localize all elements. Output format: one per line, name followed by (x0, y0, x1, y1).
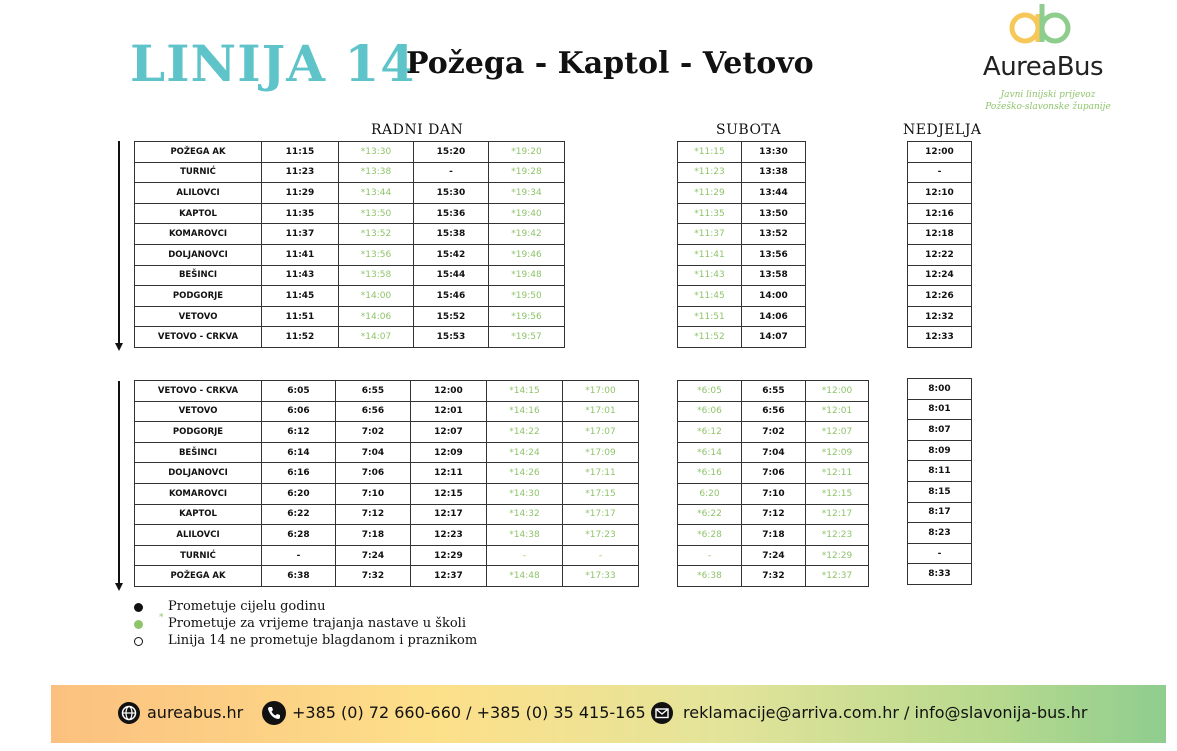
table-row (908, 244, 972, 265)
table-row (678, 203, 806, 224)
table-row (678, 566, 869, 587)
departure-time: 7:02 (336, 422, 411, 443)
table-row (135, 142, 565, 163)
departure-time: *14:15 (487, 381, 563, 402)
departure-time: *19:20 (489, 142, 565, 163)
table-row (678, 483, 869, 504)
table-row (908, 440, 972, 461)
departure-time: - (487, 545, 563, 566)
mail-icon (651, 702, 673, 724)
departure-time: *11:37 (678, 224, 742, 245)
table-row (908, 142, 972, 163)
departure-time: *6:38 (678, 566, 742, 587)
departure-time: *12:09 (806, 442, 869, 463)
departure-time: 6:56 (742, 401, 806, 422)
table-row (678, 286, 806, 307)
departure-time: - (678, 545, 742, 566)
departure-time: *11:52 (678, 327, 742, 348)
departure-time: 12:17 (411, 504, 487, 525)
departure-time: 7:04 (742, 442, 806, 463)
direction-arrow-icon (115, 381, 123, 591)
departure-time: *14:48 (487, 566, 563, 587)
contact-footer (51, 685, 1166, 743)
table-row (678, 327, 806, 348)
departure-time: 12:22 (908, 244, 972, 265)
saturday-label: SUBOTA (716, 122, 782, 138)
departure-time: 8:33 (908, 564, 972, 585)
aureabus-logo (968, 0, 1118, 120)
departure-time: *6:22 (678, 504, 742, 525)
departure-time: *14:32 (487, 504, 563, 525)
table-row (908, 461, 972, 482)
logo-mark-icon (1003, 0, 1081, 48)
departure-time: 12:33 (908, 327, 972, 348)
stop-name: KAPTOL (135, 504, 262, 525)
table-row (908, 306, 972, 327)
empty-circle-icon (134, 637, 143, 646)
departure-time: *6:16 (678, 463, 742, 484)
departure-time: *17:15 (563, 483, 639, 504)
table-row (135, 224, 565, 245)
departure-time: *13:30 (339, 142, 414, 163)
table-row (135, 183, 565, 204)
departure-time: 14:06 (742, 306, 806, 327)
table-row (908, 379, 972, 400)
departure-time: 12:37 (411, 566, 487, 587)
table-row (678, 545, 869, 566)
departure-time: *13:52 (339, 224, 414, 245)
departure-time: 8:01 (908, 399, 972, 420)
departure-time: 12:00 (411, 381, 487, 402)
departure-time: 7:12 (336, 504, 411, 525)
legend-text: Prometuje cijelu godinu (168, 599, 326, 614)
departure-time: 8:15 (908, 481, 972, 502)
departure-time: *19:48 (489, 265, 565, 286)
departure-time: *6:06 (678, 401, 742, 422)
departure-time: 6:55 (742, 381, 806, 402)
star-marker: * (159, 613, 164, 623)
departure-time: *13:56 (339, 244, 414, 265)
departure-time: 7:18 (742, 525, 806, 546)
table-row (135, 306, 565, 327)
departure-time: 7:12 (742, 504, 806, 525)
departure-time: 7:32 (742, 566, 806, 587)
table-row (908, 286, 972, 307)
stop-name: PODGORJE (135, 422, 262, 443)
departure-time: 7:10 (336, 483, 411, 504)
table-row (908, 327, 972, 348)
departure-time: *13:58 (339, 265, 414, 286)
departure-time: 8:09 (908, 440, 972, 461)
sunday-label: NEDJELJA (903, 122, 982, 138)
table-row (908, 564, 972, 585)
direction-arrow-icon (115, 141, 123, 351)
departure-time: 12:23 (411, 525, 487, 546)
departure-time: - (908, 162, 972, 183)
legend-text: Linija 14 ne prometuje blagdanom i praznikom (168, 633, 478, 648)
table-row (135, 504, 639, 525)
stop-name: ALILOVCI (135, 525, 262, 546)
departure-time: 13:52 (742, 224, 806, 245)
departure-time: 11:37 (262, 224, 339, 245)
departure-time: *11:45 (678, 286, 742, 307)
departure-time: *6:12 (678, 422, 742, 443)
departure-time: 11:29 (262, 183, 339, 204)
departure-time: *14:07 (339, 327, 414, 348)
departure-time: 15:52 (414, 306, 489, 327)
departure-time: 12:01 (411, 401, 487, 422)
departure-time: 7:24 (336, 545, 411, 566)
departure-time: 8:07 (908, 420, 972, 441)
stop-name: TURNIĆ (135, 545, 262, 566)
departure-time: 14:07 (742, 327, 806, 348)
departure-time: 8:11 (908, 461, 972, 482)
table-row (908, 183, 972, 204)
table-row (135, 162, 565, 183)
departure-time: 12:18 (908, 224, 972, 245)
departure-time: 11:51 (262, 306, 339, 327)
table-row (135, 265, 565, 286)
departure-time: *11:35 (678, 203, 742, 224)
departure-time: 12:11 (411, 463, 487, 484)
table-row (678, 422, 869, 443)
departure-time: 12:10 (908, 183, 972, 204)
departure-time: 7:04 (336, 442, 411, 463)
stop-name: VETOVO (135, 306, 262, 327)
legend-text: Prometuje za vrijeme trajanja nastave u školi (168, 616, 466, 631)
departure-time: 15:42 (414, 244, 489, 265)
table-row (908, 481, 972, 502)
departure-time: *19:46 (489, 244, 565, 265)
table-row (678, 244, 806, 265)
departure-time: *14:00 (339, 286, 414, 307)
table-row (908, 399, 972, 420)
departure-time: 11:45 (262, 286, 339, 307)
departure-time: 6:20 (262, 483, 336, 504)
departure-time: 12:15 (411, 483, 487, 504)
stop-name: VETOVO (135, 401, 262, 422)
departure-time: 14:00 (742, 286, 806, 307)
departure-time: 13:44 (742, 183, 806, 204)
table-row (908, 543, 972, 564)
outbound-saturday-table (677, 141, 806, 348)
stop-name: BEŠINCI (135, 265, 262, 286)
table-row (135, 203, 565, 224)
departure-time: *17:17 (563, 504, 639, 525)
departure-time: 12:07 (411, 422, 487, 443)
table-row (678, 401, 869, 422)
departure-time: - (908, 543, 972, 564)
table-row (135, 286, 565, 307)
table-row (908, 502, 972, 523)
departure-time: 11:52 (262, 327, 339, 348)
departure-time: *11:51 (678, 306, 742, 327)
table-row (678, 442, 869, 463)
logo-tagline: Javni linijski prijevoz (1000, 90, 1096, 100)
departure-time: *12:01 (806, 401, 869, 422)
departure-time: *12:37 (806, 566, 869, 587)
departure-time: *12:11 (806, 463, 869, 484)
departure-time: 6:16 (262, 463, 336, 484)
table-row (908, 162, 972, 183)
stop-name: VETOVO - CRKVA (135, 327, 262, 348)
departure-time: 13:58 (742, 265, 806, 286)
departure-time: *12:07 (806, 422, 869, 443)
phone-icon (262, 701, 286, 725)
departure-time: 6:05 (262, 381, 336, 402)
route-title: Požega - Kaptol - Vetovo (406, 46, 814, 81)
departure-time: 12:32 (908, 306, 972, 327)
departure-time: *13:38 (339, 162, 414, 183)
departure-time: *17:33 (563, 566, 639, 587)
departure-time: *12:23 (806, 525, 869, 546)
departure-time: 6:56 (336, 401, 411, 422)
table-row (135, 463, 639, 484)
departure-time: *11:15 (678, 142, 742, 163)
departure-time: *6:05 (678, 381, 742, 402)
table-row (908, 523, 972, 544)
departure-time: *19:42 (489, 224, 565, 245)
departure-time: *6:14 (678, 442, 742, 463)
departure-time: 11:35 (262, 203, 339, 224)
departure-time: *17:11 (563, 463, 639, 484)
departure-time: 7:10 (742, 483, 806, 504)
table-row (135, 422, 639, 443)
website-link[interactable]: aureabus.hr (147, 703, 244, 722)
departure-time: *17:07 (563, 422, 639, 443)
departure-time: 7:24 (742, 545, 806, 566)
table-row (678, 224, 806, 245)
departure-time: *6:28 (678, 525, 742, 546)
departure-time: *19:28 (489, 162, 565, 183)
stop-name: KAPTOL (135, 203, 262, 224)
table-row (678, 463, 869, 484)
departure-time: 15:36 (414, 203, 489, 224)
departure-time: 6:06 (262, 401, 336, 422)
departure-time: 15:30 (414, 183, 489, 204)
line-title: LINIJA 14 (130, 34, 417, 93)
departure-time: *12:00 (806, 381, 869, 402)
departure-time: *17:09 (563, 442, 639, 463)
departure-time: *14:26 (487, 463, 563, 484)
departure-time: *14:30 (487, 483, 563, 504)
email-links[interactable]: reklamacije@arriva.com.hr / info@slavonija-bus.hr (683, 703, 1088, 722)
departure-time: 11:23 (262, 162, 339, 183)
table-row (678, 306, 806, 327)
departure-time: 7:02 (742, 422, 806, 443)
globe-icon (118, 702, 140, 724)
stop-name: KOMAROVCI (135, 224, 262, 245)
departure-time: *14:06 (339, 306, 414, 327)
departure-time: 15:44 (414, 265, 489, 286)
table-row (678, 525, 869, 546)
inbound-sunday-table (907, 378, 972, 585)
stop-name: KOMAROVCI (135, 483, 262, 504)
table-row (135, 327, 565, 348)
departure-time: 6:28 (262, 525, 336, 546)
table-row (678, 142, 806, 163)
table-row (678, 162, 806, 183)
inbound-weekday-table (134, 380, 639, 587)
departure-time: 12:24 (908, 265, 972, 286)
departure-time: *13:50 (339, 203, 414, 224)
departure-time: 12:16 (908, 203, 972, 224)
table-row (135, 525, 639, 546)
departure-time: *11:41 (678, 244, 742, 265)
departure-time: *11:43 (678, 265, 742, 286)
departure-time: 6:22 (262, 504, 336, 525)
table-row (908, 224, 972, 245)
table-row (678, 504, 869, 525)
table-row (908, 265, 972, 286)
table-row (135, 566, 639, 587)
departure-time: 13:30 (742, 142, 806, 163)
departure-time: 12:00 (908, 142, 972, 163)
table-row (135, 401, 639, 422)
table-row (135, 545, 639, 566)
departure-time: 15:20 (414, 142, 489, 163)
green-dot-icon (134, 620, 143, 629)
departure-time: *17:00 (563, 381, 639, 402)
logo-name: AureaBus (982, 52, 1104, 82)
table-row (678, 265, 806, 286)
table-row (908, 420, 972, 441)
departure-time: - (262, 545, 336, 566)
departure-time: *14:38 (487, 525, 563, 546)
table-row (135, 442, 639, 463)
table-row (678, 381, 869, 402)
phone-numbers[interactable]: +385 (0) 72 660-660 / +385 (0) 35 415-165 (292, 703, 646, 722)
departure-time: 15:53 (414, 327, 489, 348)
departure-time: 11:43 (262, 265, 339, 286)
departure-time: *19:56 (489, 306, 565, 327)
departure-time: *14:24 (487, 442, 563, 463)
departure-time: 8:17 (908, 502, 972, 523)
departure-time: *19:34 (489, 183, 565, 204)
table-row (135, 244, 565, 265)
weekday-label: RADNI DAN (371, 122, 464, 138)
stop-name: VETOVO - CRKVA (135, 381, 262, 402)
stop-name: DOLJANOVCI (135, 463, 262, 484)
departure-time: 15:38 (414, 224, 489, 245)
departure-time: *14:16 (487, 401, 563, 422)
table-row (678, 183, 806, 204)
departure-time: 11:41 (262, 244, 339, 265)
departure-time: 12:09 (411, 442, 487, 463)
departure-time: - (414, 162, 489, 183)
departure-time: *17:01 (563, 401, 639, 422)
departure-time: *12:17 (806, 504, 869, 525)
departure-time: - (563, 545, 639, 566)
stop-name: TURNIĆ (135, 162, 262, 183)
black-dot-icon (134, 603, 143, 612)
departure-time: 6:14 (262, 442, 336, 463)
departure-time: 7:18 (336, 525, 411, 546)
departure-time: 12:29 (411, 545, 487, 566)
stop-name: POŽEGA AK (135, 566, 262, 587)
departure-time: *12:29 (806, 545, 869, 566)
outbound-weekday-table (134, 141, 565, 348)
departure-time: 6:55 (336, 381, 411, 402)
departure-time: *13:44 (339, 183, 414, 204)
departure-time: 13:38 (742, 162, 806, 183)
departure-time: *19:40 (489, 203, 565, 224)
departure-time: *12:15 (806, 483, 869, 504)
logo-tagline: Požeško-slavonske županije (985, 102, 1111, 112)
inbound-saturday-table (677, 380, 869, 587)
departure-time: 6:12 (262, 422, 336, 443)
table-row (135, 381, 639, 402)
departure-time: *11:23 (678, 162, 742, 183)
outbound-sunday-table (907, 141, 972, 348)
departure-time: *14:22 (487, 422, 563, 443)
departure-time: 7:06 (742, 463, 806, 484)
stop-name: ALILOVCI (135, 183, 262, 204)
departure-time: 7:32 (336, 566, 411, 587)
departure-time: *19:50 (489, 286, 565, 307)
departure-time: *11:29 (678, 183, 742, 204)
departure-time: 6:20 (678, 483, 742, 504)
departure-time: 13:50 (742, 203, 806, 224)
table-row (135, 483, 639, 504)
stop-name: POŽEGA AK (135, 142, 262, 163)
departure-time: 6:38 (262, 566, 336, 587)
table-row (908, 203, 972, 224)
stop-name: PODGORJE (135, 286, 262, 307)
departure-time: 11:15 (262, 142, 339, 163)
stop-name: BEŠINCI (135, 442, 262, 463)
departure-time: *17:23 (563, 525, 639, 546)
departure-time: 13:56 (742, 244, 806, 265)
departure-time: 7:06 (336, 463, 411, 484)
departure-time: 15:46 (414, 286, 489, 307)
departure-time: 8:00 (908, 379, 972, 400)
departure-time: 8:23 (908, 523, 972, 544)
departure-time: 12:26 (908, 286, 972, 307)
stop-name: DOLJANOVCI (135, 244, 262, 265)
departure-time: *19:57 (489, 327, 565, 348)
